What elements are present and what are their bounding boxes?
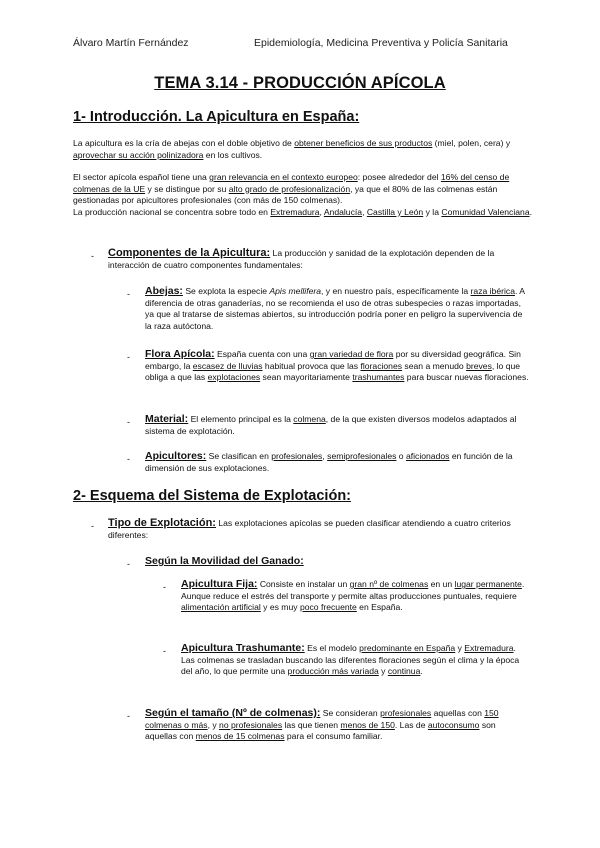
page-title: TEMA 3.14 - PRODUCCIÓN APÍCOLA: [154, 74, 446, 92]
header-author: Álvaro Martín Fernández: [73, 37, 189, 49]
section2-heading: 2- Esquema del Sistema de Explotación:: [73, 488, 351, 504]
tipo-explotacion-item: Tipo de Explotación: Las explotaciones apícolas se pueden clasificar atendiendo a cuatro criterios diferentes:: [108, 517, 511, 540]
section1-heading: 1- Introducción. La Apicultura en España:: [73, 109, 360, 125]
bullet-marker: -: [163, 582, 166, 592]
bullet-marker: -: [127, 289, 130, 299]
bullet-marker: -: [91, 521, 94, 531]
bullet-marker: -: [127, 711, 130, 721]
bullet-marker: -: [91, 251, 94, 261]
intro-paragraph-2: El sector apícola español tiene una gran relevancia en el contexto europeo: posee alrededor del 16% del censo de colmenas de la UE y se distingue por su alto grado de profesionalización, ya que el 80% de las colmenas están gestionadas por apicultores profesionales (con más de 150 colmenas). La producción nacional se concentra sobre todo en Extremadura, Andalucía, Castilla y León y la Comunidad Valenciana.: [73, 172, 532, 217]
bullet-marker: -: [127, 417, 130, 427]
header-subject: Epidemiología, Medicina Preventiva y Policía Sanitaria: [254, 37, 508, 49]
apicultura-fija-item: Apicultura Fija: Consiste en instalar un gran nº de colmenas en un lugar permanente. Aunque reduce el estrés del transporte y permite altas producciones puntuales, requiere alimentación artificial y es muy poco frecuente en España.: [181, 578, 525, 613]
movilidad-item: Según la Movilidad del Ganado:: [145, 555, 304, 567]
flora-item: Flora Apícola: España cuenta con una gran variedad de flora por su diversidad geográfica. Sin embargo, la escasez de lluvias habitual provoca que las floraciones sean a menudo breves, lo que obliga a que las explotaciones sean mayoritariamente trashumantes para buscar nuevas floraciones.: [145, 348, 529, 383]
material-item: Material: El elemento principal es la colmena, de la que existen diversos modelos adaptados al sistema de explotación.: [145, 413, 517, 436]
components-item: Componentes de la Apicultura: La producción y sanidad de la explotación dependen de la interacción de cuatro componentes fundamentales:: [108, 247, 495, 270]
abejas-item: Abejas: Se explota la especie Apis mellifera, y en nuestro país, específicamente la raza ibérica. A diferencia de otras ganaderías, no se recomienda el uso de otras subespecies o razas importadas, ya que al tratarse de sistemas abiertos, su introducción podría poner en peligro la supervivencia de la raza autóctona.: [145, 285, 525, 331]
tamano-item: Según el tamaño (Nº de colmenas): Se consideran profesionales aquellas con 150 colmenas o más, y no profesionales las que tienen menos de 150. Las de autoconsumo son aquellas con menos de 15 colmenas para el consumo familiar.: [145, 707, 499, 742]
apicultura-trashumante-item: Apicultura Trashumante: Es el modelo predominante en España y Extremadura. Las colmenas se trasladan buscando las diferentes floraciones según el clima y la época del año, lo que permite una producción más variada y continua.: [181, 642, 520, 677]
bullet-marker: -: [127, 559, 130, 569]
intro-paragraph-1: La apicultura es la cría de abejas con el doble objetivo de obtener beneficios de sus productos (miel, polen, cera) y aprovechar su acción polinizadora en los cultivos.: [73, 138, 511, 160]
apicultores-item: Apicultores: Se clasifican en profesionales, semiprofesionales o aficionados en función de la dimensión de sus explotaciones.: [145, 450, 513, 473]
bullet-marker: -: [127, 454, 130, 464]
bullet-marker: -: [127, 352, 130, 362]
bullet-marker: -: [163, 646, 166, 656]
